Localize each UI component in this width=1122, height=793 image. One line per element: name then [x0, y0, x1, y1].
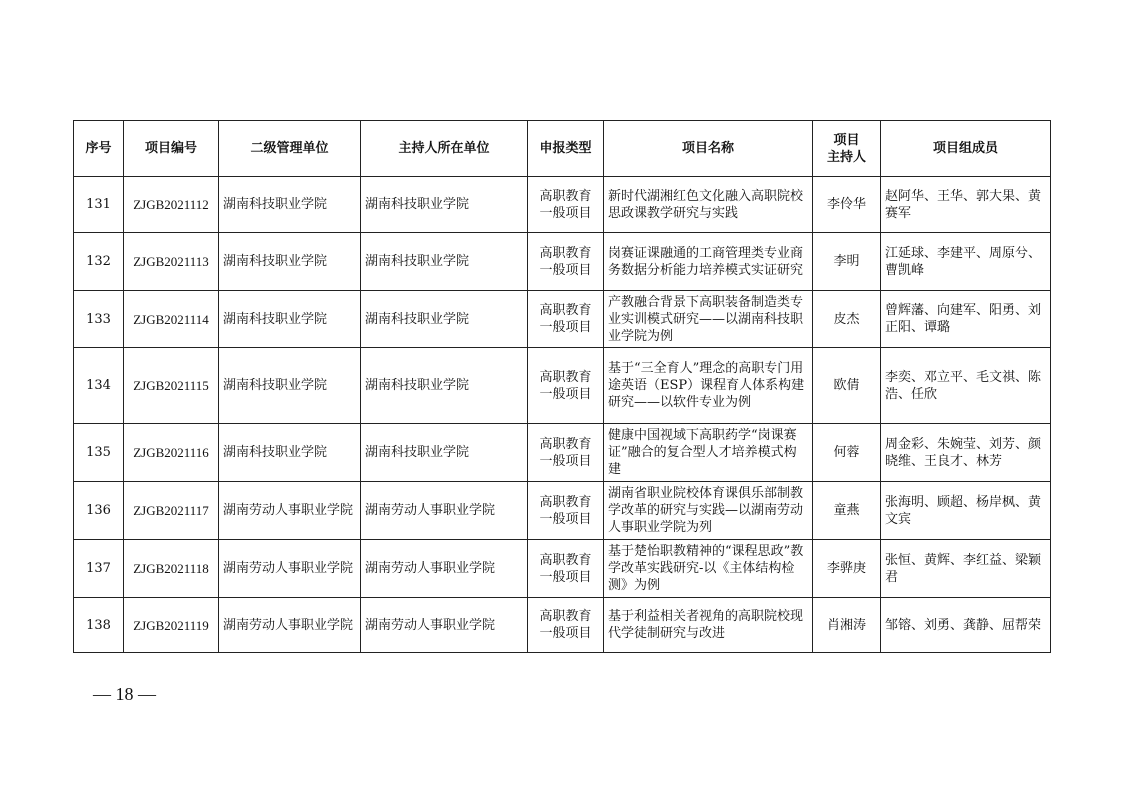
cell-members: 张恒、黄辉、李红益、梁颖君: [881, 540, 1051, 598]
cell-host-unit: 湖南科技职业学院: [361, 348, 528, 424]
cell-host-unit: 湖南科技职业学院: [361, 233, 528, 291]
cell-seq: 131: [74, 177, 124, 233]
cell-host-unit: 湖南劳动人事职业学院: [361, 598, 528, 653]
cell-name: 基于楚怡职教精神的“课程思政”教学改革实践研究-以《主体结构检测》为例: [604, 540, 813, 598]
header-seq: 序号: [74, 121, 124, 177]
table-row: [74, 291, 1051, 348]
cell-seq: 137: [74, 540, 124, 598]
cell-seq: 134: [74, 348, 124, 424]
cell-host-unit: 湖南劳动人事职业学院: [361, 482, 528, 540]
table-row: [74, 424, 1051, 482]
cell-host: 肖湘涛: [813, 598, 881, 653]
cell-type: 高职教育一般项目: [528, 177, 604, 233]
cell-code: ZJGB2021117: [124, 482, 219, 540]
cell-name: 基于利益相关者视角的高职院校现代学徒制研究与改进: [604, 598, 813, 653]
page-number: — 18 —: [93, 684, 156, 704]
cell-seq: 136: [74, 482, 124, 540]
cell-host-unit: 湖南科技职业学院: [361, 291, 528, 348]
header-members: 项目组成员: [881, 121, 1051, 177]
cell-host: 欧倩: [813, 348, 881, 424]
header-type: 申报类型: [528, 121, 604, 177]
cell-host-unit: 湖南科技职业学院: [361, 177, 528, 233]
header-host-line1: 项目: [833, 132, 860, 148]
cell-members: 李奕、邓立平、毛文祺、陈浩、任欣: [881, 348, 1051, 424]
cell-type: 高职教育一般项目: [528, 482, 604, 540]
project-table: [73, 120, 1051, 653]
cell-type: 高职教育一般项目: [528, 348, 604, 424]
cell-code: ZJGB2021116: [124, 424, 219, 482]
header-host: [813, 121, 881, 177]
cell-host: 何蓉: [813, 424, 881, 482]
cell-host: 李骅庚: [813, 540, 881, 598]
cell-code: ZJGB2021115: [124, 348, 219, 424]
cell-host-unit: 湖南科技职业学院: [361, 424, 528, 482]
cell-unit: 湖南科技职业学院: [219, 233, 361, 291]
header-name: 项目名称: [604, 121, 813, 177]
cell-name: 产教融合背景下高职装备制造类专业实训模式研究——以湖南科技职业学院为例: [604, 291, 813, 348]
cell-host: 李明: [813, 233, 881, 291]
cell-host: 李伶华: [813, 177, 881, 233]
cell-code: ZJGB2021114: [124, 291, 219, 348]
cell-unit: 湖南科技职业学院: [219, 291, 361, 348]
header-host-line2: 主持人: [826, 149, 866, 165]
cell-name: 湖南省职业院校体育课俱乐部制教学改革的研究与实践—以湖南劳动人事职业学院为列: [604, 482, 813, 540]
table-row: [74, 233, 1051, 291]
table-row: [74, 598, 1051, 653]
cell-type: 高职教育一般项目: [528, 424, 604, 482]
cell-type: 高职教育一般项目: [528, 233, 604, 291]
cell-unit: 湖南劳动人事职业学院: [219, 482, 361, 540]
cell-seq: 138: [74, 598, 124, 653]
cell-code: ZJGB2021118: [124, 540, 219, 598]
cell-members: 曾辉藩、向建军、阳勇、刘正阳、谭璐: [881, 291, 1051, 348]
table-row: [74, 482, 1051, 540]
cell-unit: 湖南科技职业学院: [219, 348, 361, 424]
header-host-unit: 主持人所在单位: [361, 121, 528, 177]
cell-seq: 133: [74, 291, 124, 348]
cell-name: 健康中国视域下高职药学“岗课赛证”融合的复合型人才培养模式构建: [604, 424, 813, 482]
cell-unit: 湖南科技职业学院: [219, 177, 361, 233]
cell-host: 皮杰: [813, 291, 881, 348]
table-row: [74, 348, 1051, 424]
cell-unit: 湖南劳动人事职业学院: [219, 598, 361, 653]
header-code: 项目编号: [124, 121, 219, 177]
table-header-row: [74, 121, 1051, 177]
cell-unit: 湖南劳动人事职业学院: [219, 540, 361, 598]
cell-code: ZJGB2021119: [124, 598, 219, 653]
cell-type: 高职教育一般项目: [528, 598, 604, 653]
cell-host-unit: 湖南劳动人事职业学院: [361, 540, 528, 598]
cell-host: 童燕: [813, 482, 881, 540]
cell-members: 周金彩、朱婉莹、刘芳、颜晓维、王良才、林芳: [881, 424, 1051, 482]
table-row: [74, 177, 1051, 233]
cell-name: 新时代湖湘红色文化融入高职院校思政课教学研究与实践: [604, 177, 813, 233]
cell-members: 赵阿华、王华、郭大果、黄赛军: [881, 177, 1051, 233]
cell-type: 高职教育一般项目: [528, 540, 604, 598]
cell-members: 邹镕、刘勇、龚静、屈帮荣: [881, 598, 1051, 653]
cell-code: ZJGB2021113: [124, 233, 219, 291]
cell-unit: 湖南科技职业学院: [219, 424, 361, 482]
cell-seq: 135: [74, 424, 124, 482]
cell-members: 张海明、顾超、杨岸枫、黄文宾: [881, 482, 1051, 540]
table-row: [74, 540, 1051, 598]
cell-name: 岗赛证课融通的工商管理类专业商务数据分析能力培养模式实证研究: [604, 233, 813, 291]
cell-members: 江延球、李建平、周原兮、曹凯峰: [881, 233, 1051, 291]
cell-type: 高职教育一般项目: [528, 291, 604, 348]
cell-seq: 132: [74, 233, 124, 291]
header-unit: 二级管理单位: [219, 121, 361, 177]
cell-name: 基于“三全育人”理念的高职专门用途英语（ESP）课程育人体系构建研究——以软件专业为例: [604, 348, 813, 424]
cell-code: ZJGB2021112: [124, 177, 219, 233]
